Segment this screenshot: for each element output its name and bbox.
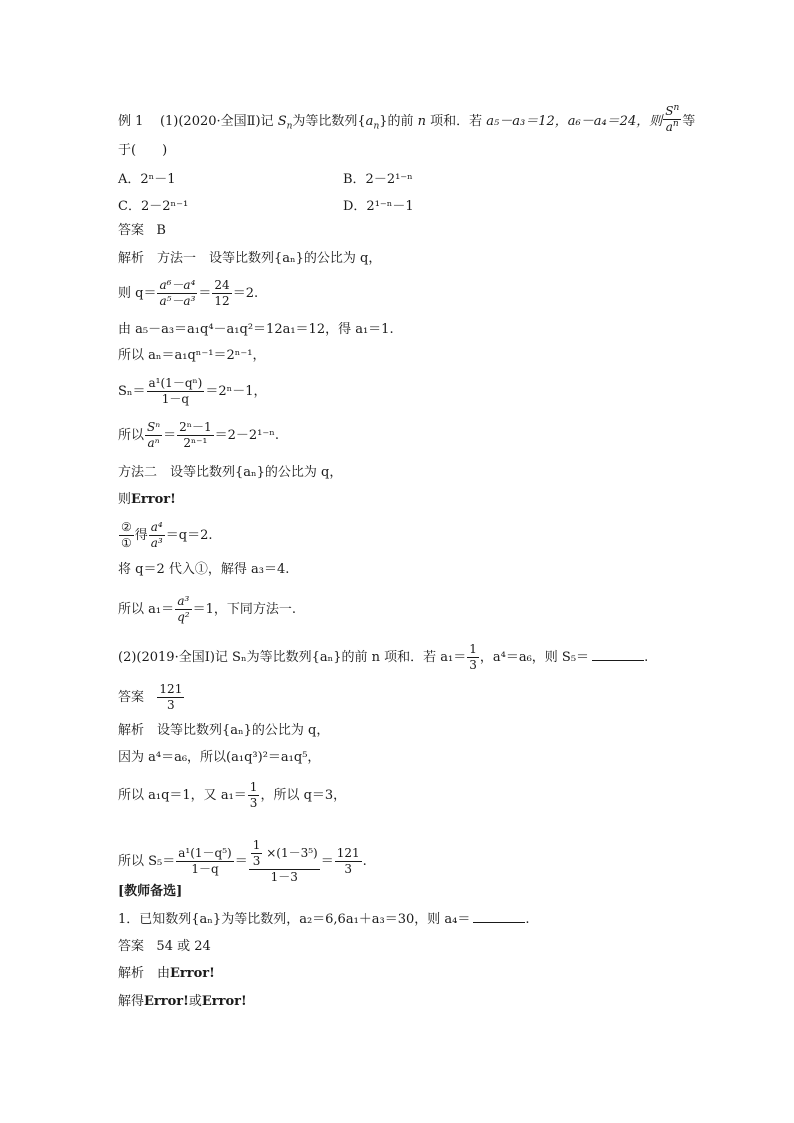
solution-2-line-3: 所以 a₁q＝1，又 a₁＝ $\frac{1}{3}$ ，所以 q＝3，	[118, 780, 347, 810]
option-a: A．2ⁿ－1	[118, 172, 176, 187]
teacher-question-1: 1．已知数列{aₙ}为等比数列，a₂＝6,6a₁＋a₃＝30，则 a₄＝ .	[118, 912, 530, 927]
method-2-line-2: 则Error!	[118, 492, 176, 507]
example-1-line-1: 例 1 (1)(2020·全国Ⅱ)记 $S_n$为等比数列$\{a_n\}$的前 n 项和．若 a₅－a₃＝12，a₆－a₄＝24，则 $\frac{S^n}{a^n}$ 等	[118, 103, 696, 134]
method-2-head: 方法二 设等比数列{aₙ}的公比为 q，	[118, 465, 343, 480]
answer-blank	[592, 660, 644, 661]
method-2-line-3: $\frac{\text{②}}{\text{①}}$ 得 $\frac{\text{a⁴}}{\text{a³}}$ ＝q＝2.	[121, 520, 213, 550]
answer-1: 答案 B	[118, 223, 166, 238]
method-2-line-5: 所以 a₁＝ $\frac{\text{a³}}{\text{q²}}$ ＝1，下同方法一.	[118, 594, 297, 624]
answer-blank	[473, 922, 525, 923]
teacher-answer: 答案 54 或 24	[118, 939, 211, 954]
teacher-section-label: [教师备选]	[118, 884, 183, 899]
example-label: 例 1	[118, 114, 144, 129]
teacher-solution-line-2: 解得Error!或Error!	[118, 994, 247, 1009]
option-b: B．2－2¹⁻ⁿ	[343, 172, 413, 187]
fraction-sn-an: $\frac{S^n}{a^n}$	[665, 103, 680, 134]
method-2-line-4: 将 q＝2 代入①，解得 a₃＝4.	[118, 562, 290, 577]
answer-2: 答案 $\frac{121}{3}$	[118, 682, 183, 712]
solution-1-line-6: 所以 $\frac{\text{Sⁿ}}{\text{aⁿ}}$ ＝ $\frac{\text{2ⁿ－1}}{\text{2ⁿ⁻¹}}$ ＝2－2¹⁻ⁿ.	[118, 420, 279, 450]
example-1-line-2: 于( )	[118, 143, 168, 158]
example-2-line: (2)(2019·全国Ⅰ)记 Sₙ为等比数列{aₙ}的前 n 项和．若 a₁＝ $\frac{1}{3}$ ，a⁴＝a₆，则 S₅＝ .	[118, 642, 649, 672]
option-c: C．2－2ⁿ⁻¹	[118, 199, 189, 214]
solution-2-line-4: 所以 S₅＝ $\frac{\text{a¹(1－q⁵)}}{1-q}$ ＝ $\frac{1}{3}$ ×(1－3⁵) 1－3 ＝ $\frac{121}{3}$ .	[118, 838, 367, 884]
solution-1-line-5: Sₙ＝ $\frac{\text{a¹(1－qⁿ)}}{1-q}$ ＝2ⁿ－1，	[118, 376, 267, 406]
solution-2-head: 解析 设等比数列{aₙ}的公比为 q，	[118, 723, 330, 738]
solution-1-line-4: 所以 aₙ＝a₁qⁿ⁻¹＝2ⁿ⁻¹，	[118, 348, 266, 363]
compound-fraction: $\frac{1}{3}$ ×(1－3⁵) 1－3	[249, 838, 320, 885]
solution-1-line-2: 则 q＝ $\frac{\text{a⁶－a⁴}}{\text{a⁵－a³}}$ ＝ $\frac{24}{12}$ ＝2.	[118, 278, 259, 308]
solution-2-line-2: 因为 a⁴＝a₆，所以(a₁q³)²＝a₁q⁵，	[118, 750, 321, 765]
solution-1-head: 解析 方法一 设等比数列{aₙ}的公比为 q，	[118, 251, 382, 266]
option-d: D．2¹⁻ⁿ－1	[343, 199, 414, 214]
solution-1-line-3: 由 a₅－a₃＝a₁q⁴－a₁q²＝12a₁＝12，得 a₁＝1.	[118, 322, 394, 337]
teacher-solution-head: 解析 由Error!	[118, 966, 215, 981]
